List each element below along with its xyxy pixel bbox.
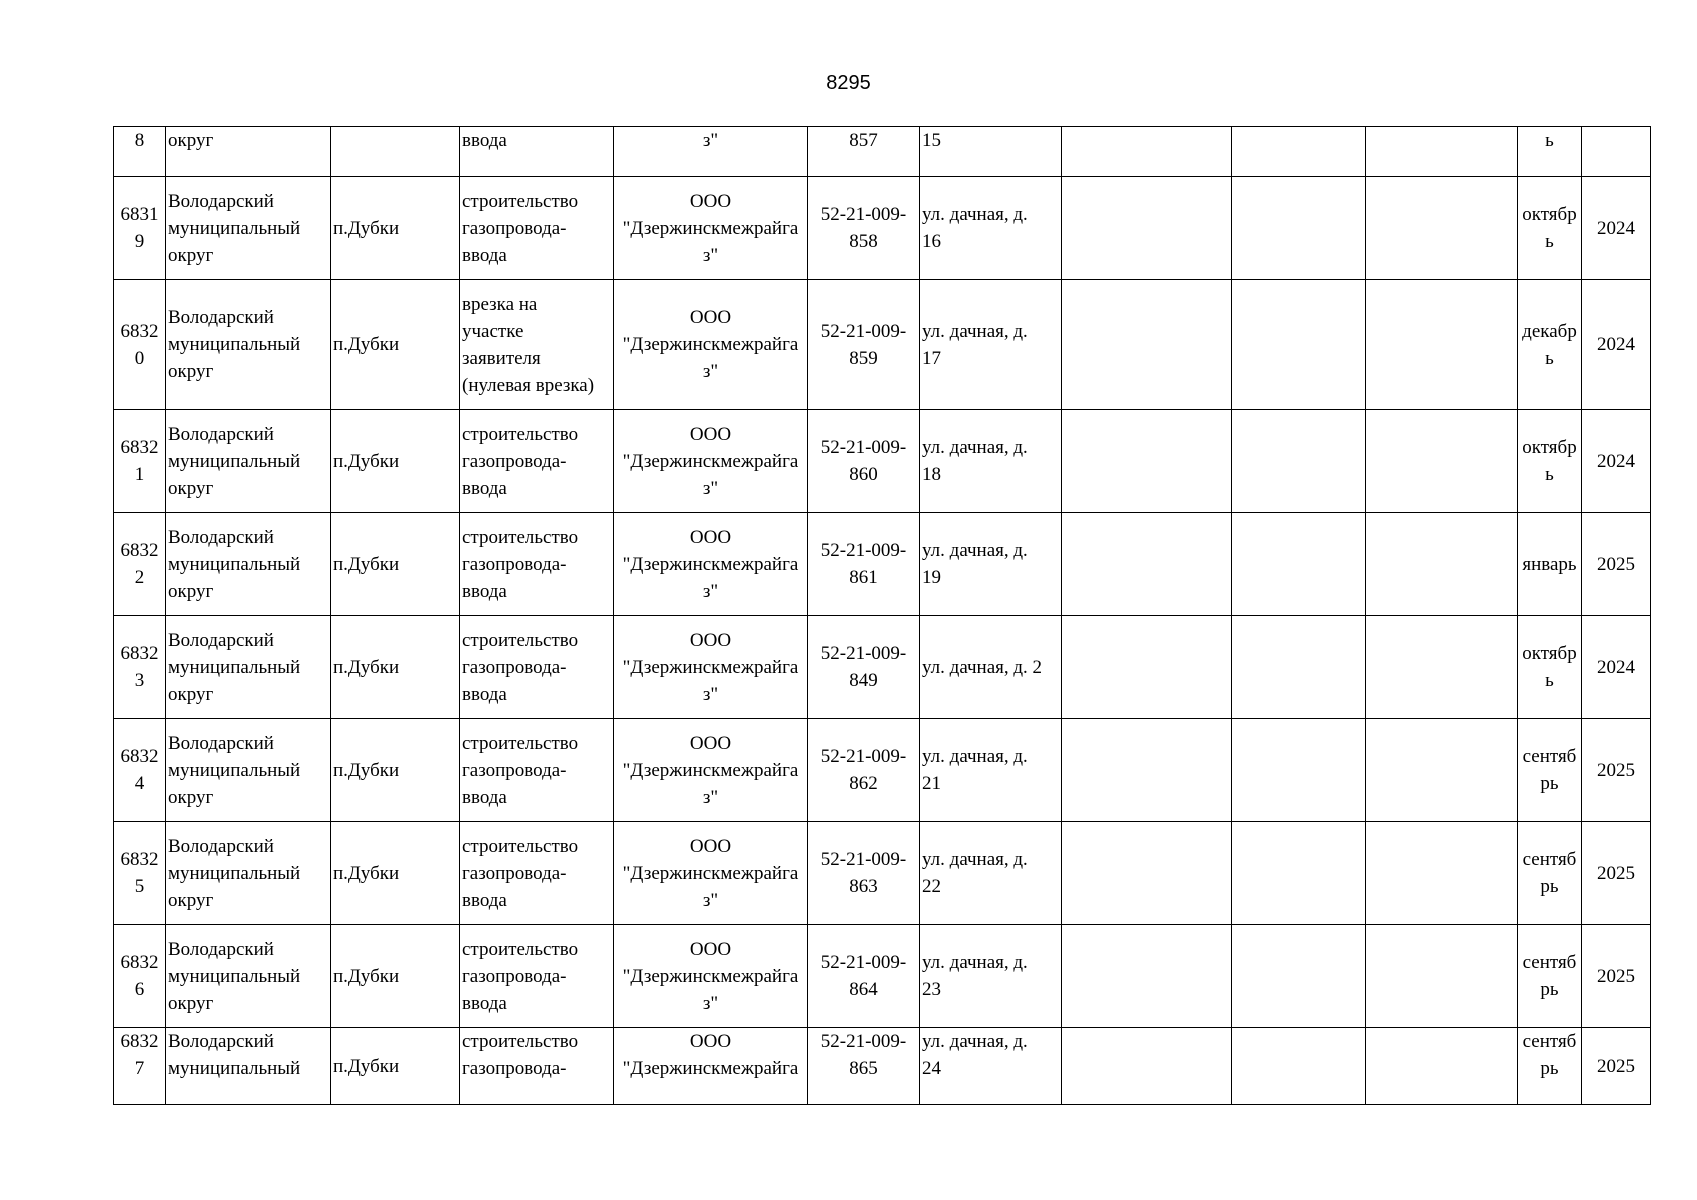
- cell-district-text: Володарский муниципальный: [168, 1031, 301, 1079]
- cell-year: [1582, 719, 1651, 822]
- cell-number: [114, 410, 166, 513]
- cell-month: [1518, 410, 1582, 513]
- cell-number-text: 6832 1: [120, 437, 159, 485]
- cell-empty: [1232, 616, 1366, 719]
- cell-district-text: Володарский муниципальный округ: [168, 835, 301, 911]
- table-row: [114, 410, 1651, 513]
- cell-settlement-text: п.Дубки: [333, 965, 400, 987]
- cell-number: [114, 280, 166, 410]
- cell-settlement-text: п.Дубки: [333, 656, 400, 678]
- cell-district-text: Володарский муниципальный округ: [168, 307, 301, 382]
- cell-month-text: октябр ь: [1522, 204, 1577, 252]
- cell-empty: [1232, 280, 1366, 410]
- cell-organization: [614, 127, 808, 177]
- cell-year: [1582, 177, 1651, 280]
- cell-empty: [1366, 925, 1518, 1028]
- cell-work-type: [460, 719, 614, 822]
- cell-code-text: 52-21-009- 864: [820, 952, 907, 1000]
- cell-code: [808, 719, 920, 822]
- cell-empty: [1232, 127, 1366, 177]
- cell-organization: [614, 513, 808, 616]
- cell-code-text: 52-21-009- 849: [820, 643, 907, 691]
- cell-empty: [1366, 822, 1518, 925]
- table-row: [114, 280, 1651, 410]
- cell-number: [114, 719, 166, 822]
- cell-settlement: [331, 925, 460, 1028]
- cell-organization: [614, 1028, 808, 1105]
- cell-code: [808, 1028, 920, 1105]
- cell-month-text: октябр ь: [1522, 437, 1577, 485]
- cell-empty: [1062, 719, 1232, 822]
- cell-address: [920, 410, 1062, 513]
- cell-number-text: 6832 2: [120, 540, 159, 588]
- cell-district-text: округ: [168, 130, 214, 151]
- cell-district-text: Володарский муниципальный округ: [168, 423, 301, 499]
- cell-work-type-text: строительство газопровода- ввода: [462, 423, 579, 499]
- cell-month: [1518, 719, 1582, 822]
- cell-month: [1518, 1028, 1582, 1105]
- cell-month-text: ь: [1545, 130, 1554, 151]
- cell-empty: [1366, 513, 1518, 616]
- table-row: [114, 925, 1651, 1028]
- cell-number-text: 6832 6: [120, 952, 159, 1000]
- cell-code-text: 52-21-009- 860: [820, 437, 907, 485]
- cell-address-text: ул. дачная, д. 19: [922, 540, 1028, 588]
- cell-number-text: 6832 5: [120, 849, 159, 897]
- cell-organization: [614, 719, 808, 822]
- cell-settlement-text: п.Дубки: [333, 553, 400, 575]
- cell-settlement-text: п.Дубки: [333, 759, 400, 781]
- cell-empty: [1232, 822, 1366, 925]
- cell-month: [1518, 280, 1582, 410]
- cell-settlement-text: п.Дубки: [333, 450, 400, 472]
- cell-empty: [1232, 513, 1366, 616]
- cell-address: [920, 280, 1062, 410]
- cell-address-text: ул. дачная, д. 23: [922, 952, 1028, 1000]
- cell-month-text: декабр ь: [1522, 320, 1577, 369]
- cell-empty: [1366, 410, 1518, 513]
- cell-district: [166, 177, 331, 280]
- cell-month: [1518, 616, 1582, 719]
- cell-work-type-text: строительство газопровода- ввода: [462, 938, 579, 1014]
- cell-district-text: Володарский муниципальный округ: [168, 190, 301, 266]
- cell-settlement: [331, 280, 460, 410]
- table-body: [114, 127, 1651, 1105]
- cell-month: [1518, 513, 1582, 616]
- cell-address-text: ул. дачная, д. 21: [922, 746, 1028, 794]
- cell-organization-text: ООО "Дзержинскмежрайга з": [622, 732, 799, 808]
- cell-empty: [1062, 1028, 1232, 1105]
- cell-settlement-text: п.Дубки: [333, 1055, 400, 1077]
- cell-organization: [614, 410, 808, 513]
- cell-organization-text: з": [702, 130, 719, 151]
- cell-address: [920, 925, 1062, 1028]
- cell-address: [920, 177, 1062, 280]
- cell-organization: [614, 616, 808, 719]
- cell-address-text: ул. дачная, д. 24: [922, 1031, 1028, 1079]
- cell-address: [920, 127, 1062, 177]
- cell-address: [920, 616, 1062, 719]
- table-row: [114, 177, 1651, 280]
- cell-organization: [614, 177, 808, 280]
- cell-work-type-text: строительство газопровода- ввода: [462, 526, 579, 602]
- cell-organization-text: ООО "Дзержинскмежрайга з": [622, 938, 799, 1014]
- table-row: [114, 616, 1651, 719]
- cell-year-text: 2024: [1597, 217, 1635, 239]
- cell-empty: [1062, 177, 1232, 280]
- cell-number: [114, 616, 166, 719]
- cell-empty: [1062, 925, 1232, 1028]
- cell-year: [1582, 513, 1651, 616]
- cell-empty: [1232, 925, 1366, 1028]
- table-row: [114, 1028, 1651, 1105]
- cell-empty: [1232, 719, 1366, 822]
- cell-empty: [1062, 127, 1232, 177]
- cell-work-type-text: строительство газопровода- ввода: [462, 190, 579, 266]
- cell-district: [166, 822, 331, 925]
- cell-address-text: 15: [922, 130, 941, 151]
- cell-month: [1518, 127, 1582, 177]
- cell-work-type-text: врезка на участке заявителя (нулевая врезка): [462, 293, 595, 396]
- cell-number-text: 6832 3: [120, 643, 159, 691]
- cell-district: [166, 719, 331, 822]
- cell-settlement: [331, 616, 460, 719]
- cell-code: [808, 127, 920, 177]
- cell-work-type: [460, 616, 614, 719]
- cell-code-text: 52-21-009- 861: [820, 540, 907, 588]
- table-row: [114, 822, 1651, 925]
- cell-work-type-text: строительство газопровода- ввода: [462, 835, 579, 911]
- cell-district-text: Володарский муниципальный округ: [168, 629, 301, 705]
- cell-work-type: [460, 177, 614, 280]
- cell-month-text: сентяб рь: [1522, 746, 1577, 794]
- cell-district-text: Володарский муниципальный округ: [168, 732, 301, 808]
- cell-code: [808, 410, 920, 513]
- cell-empty: [1062, 616, 1232, 719]
- cell-month-text: октябр ь: [1522, 643, 1577, 691]
- registry-table: [113, 126, 1651, 1105]
- cell-year: [1582, 616, 1651, 719]
- cell-empty: [1062, 513, 1232, 616]
- cell-year: [1582, 280, 1651, 410]
- cell-number: [114, 1028, 166, 1105]
- table-row: [114, 127, 1651, 177]
- cell-address-text: ул. дачная, д. 22: [922, 849, 1028, 897]
- cell-empty: [1366, 1028, 1518, 1105]
- cell-year-text: 2025: [1597, 862, 1635, 884]
- cell-code-text: 857: [849, 130, 878, 151]
- cell-settlement: [331, 1028, 460, 1105]
- cell-number-text: 8: [134, 130, 145, 151]
- cell-number-text: 6832 0: [120, 320, 159, 369]
- cell-organization: [614, 925, 808, 1028]
- cell-organization-text: ООО "Дзержинскмежрайга з": [622, 190, 799, 266]
- cell-empty: [1232, 1028, 1366, 1105]
- cell-district: [166, 513, 331, 616]
- cell-settlement: [331, 719, 460, 822]
- cell-code: [808, 177, 920, 280]
- cell-district-text: Володарский муниципальный округ: [168, 938, 301, 1014]
- cell-empty: [1366, 177, 1518, 280]
- cell-code: [808, 513, 920, 616]
- table-row: [114, 513, 1651, 616]
- cell-number-text: 6831 9: [120, 204, 159, 252]
- cell-number: [114, 127, 166, 177]
- cell-code-text: 52-21-009- 862: [820, 746, 907, 794]
- cell-empty: [1366, 719, 1518, 822]
- cell-month-text: сентяб рь: [1522, 1031, 1577, 1079]
- cell-code: [808, 925, 920, 1028]
- cell-district: [166, 127, 331, 177]
- cell-year-text: 2024: [1597, 334, 1635, 355]
- cell-month-text: январь: [1522, 553, 1577, 575]
- cell-district: [166, 410, 331, 513]
- cell-settlement: [331, 410, 460, 513]
- cell-address-text: ул. дачная, д. 18: [922, 437, 1028, 485]
- cell-organization-text: ООО "Дзержинскмежрайга з": [622, 423, 799, 499]
- cell-number: [114, 822, 166, 925]
- cell-work-type: [460, 127, 614, 177]
- cell-number-text: 6832 7: [120, 1031, 159, 1079]
- cell-address-text: ул. дачная, д. 16: [922, 204, 1028, 252]
- cell-month: [1518, 925, 1582, 1028]
- cell-work-type: [460, 822, 614, 925]
- cell-organization: [614, 280, 808, 410]
- cell-work-type: [460, 513, 614, 616]
- cell-district: [166, 616, 331, 719]
- cell-year: [1582, 410, 1651, 513]
- cell-empty: [1366, 616, 1518, 719]
- cell-empty: [1062, 822, 1232, 925]
- cell-settlement: [331, 513, 460, 616]
- cell-year: [1582, 1028, 1651, 1105]
- page-number: 8295: [826, 72, 871, 94]
- cell-empty: [1062, 280, 1232, 410]
- cell-empty: [1366, 280, 1518, 410]
- cell-settlement: [331, 177, 460, 280]
- cell-month-text: сентяб рь: [1522, 952, 1577, 1000]
- cell-settlement-text: п.Дубки: [333, 334, 400, 355]
- cell-number: [114, 513, 166, 616]
- cell-year-text: 2024: [1597, 656, 1635, 678]
- cell-number-text: 6832 4: [120, 746, 159, 794]
- cell-address: [920, 719, 1062, 822]
- cell-code-text: 52-21-009- 858: [820, 204, 907, 252]
- cell-organization-text: ООО "Дзержинскмежрайга з": [622, 526, 799, 602]
- cell-work-type: [460, 410, 614, 513]
- cell-code-text: 52-21-009- 863: [820, 849, 907, 897]
- cell-code-text: 52-21-009- 865: [820, 1031, 907, 1079]
- cell-year: [1582, 822, 1651, 925]
- cell-empty: [1062, 410, 1232, 513]
- cell-work-type: [460, 925, 614, 1028]
- cell-address: [920, 513, 1062, 616]
- cell-organization-text: ООО "Дзержинскмежрайга з": [622, 307, 799, 382]
- cell-organization-text: ООО "Дзержинскмежрайга: [622, 1031, 799, 1079]
- cell-district-text: Володарский муниципальный округ: [168, 526, 301, 602]
- cell-settlement-text: п.Дубки: [333, 217, 400, 239]
- cell-year-text: 2025: [1597, 553, 1635, 575]
- cell-district: [166, 280, 331, 410]
- cell-organization-text: ООО "Дзержинскмежрайга з": [622, 629, 799, 705]
- cell-year-text: 2024: [1597, 450, 1635, 472]
- cell-empty: [1366, 127, 1518, 177]
- cell-work-type: [460, 1028, 614, 1105]
- cell-code: [808, 280, 920, 410]
- cell-work-type-text: строительство газопровода- ввода: [462, 732, 579, 808]
- cell-empty: [1232, 177, 1366, 280]
- cell-settlement: [331, 127, 460, 177]
- cell-year-text: 2025: [1597, 965, 1635, 987]
- cell-address-text: ул. дачная, д. 2: [922, 656, 1043, 678]
- cell-address: [920, 822, 1062, 925]
- cell-organization: [614, 822, 808, 925]
- cell-district: [166, 1028, 331, 1105]
- cell-empty: [1232, 410, 1366, 513]
- cell-month: [1518, 177, 1582, 280]
- cell-number: [114, 925, 166, 1028]
- cell-year-text: 2025: [1597, 759, 1635, 781]
- cell-address: [920, 1028, 1062, 1105]
- cell-year: [1582, 925, 1651, 1028]
- cell-work-type-text: строительство газопровода- ввода: [462, 629, 579, 705]
- cell-work-type: [460, 280, 614, 410]
- cell-organization-text: ООО "Дзержинскмежрайга з": [622, 835, 799, 911]
- cell-year: [1582, 127, 1651, 177]
- cell-number: [114, 177, 166, 280]
- cell-settlement-text: п.Дубки: [333, 862, 400, 884]
- cell-code-text: 52-21-009- 859: [820, 320, 907, 369]
- cell-month: [1518, 822, 1582, 925]
- table-row: [114, 719, 1651, 822]
- cell-work-type-text: строительство газопровода-: [462, 1031, 579, 1079]
- cell-month-text: сентяб рь: [1522, 849, 1577, 897]
- cell-code: [808, 616, 920, 719]
- cell-code: [808, 822, 920, 925]
- cell-work-type-text: ввода: [462, 130, 507, 151]
- cell-district: [166, 925, 331, 1028]
- cell-settlement: [331, 822, 460, 925]
- cell-address-text: ул. дачная, д. 17: [922, 320, 1028, 369]
- cell-year-text: 2025: [1597, 1055, 1635, 1077]
